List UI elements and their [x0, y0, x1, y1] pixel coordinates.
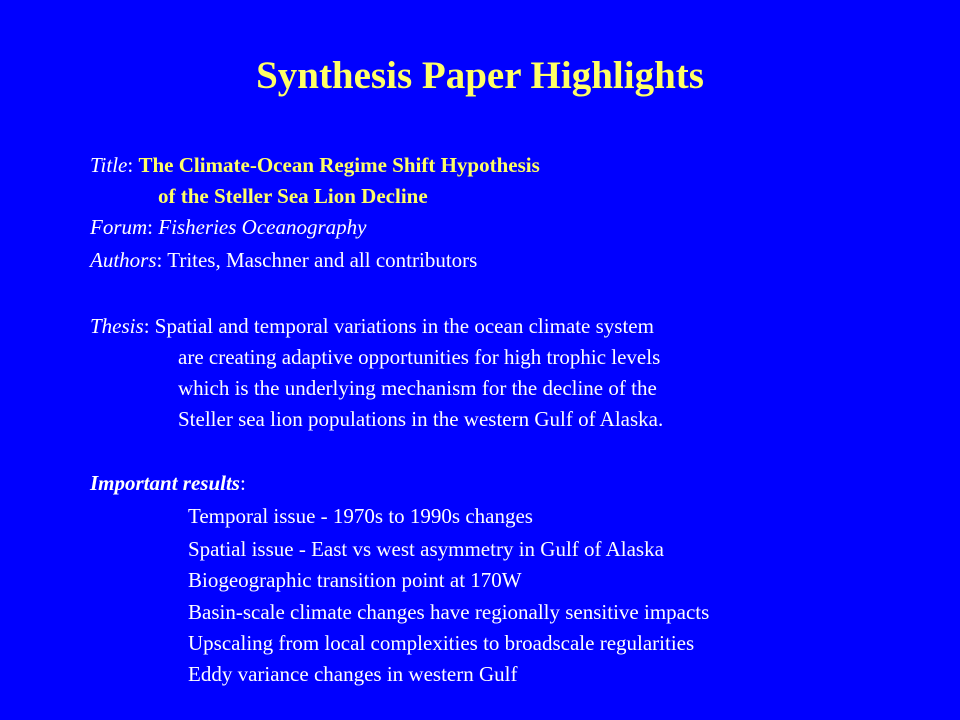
title-label: Title — [90, 153, 128, 177]
result-item: Spatial issue - East vs west asymmetry in Gulf of Alaska — [188, 537, 664, 561]
result-item: Basin-scale climate changes have regionally sensitive impacts — [188, 600, 710, 624]
forum-value: Fisheries Oceanography — [158, 215, 367, 239]
thesis-line-1: Thesis: Spatial and temporal variations in the ocean climate system — [90, 314, 654, 338]
result-item: Biogeographic transition point at 170W — [188, 568, 522, 592]
results-label: Important results — [90, 471, 240, 495]
title-line-1: Title: The Climate-Ocean Regime Shift Hypothesis — [90, 153, 540, 177]
results-heading: Important results: — [90, 471, 246, 495]
slide-title: Synthesis Paper Highlights — [256, 54, 704, 97]
result-item: Temporal issue - 1970s to 1990s changes — [188, 504, 533, 528]
result-item: Eddy variance changes in western Gulf — [188, 662, 518, 686]
authors-label: Authors — [90, 248, 157, 272]
thesis-line-3: which is the underlying mechanism for the decline of the — [178, 376, 657, 400]
paper-title-line-2: of the Steller Sea Lion Decline — [158, 184, 428, 208]
forum-line: Forum: Fisheries Oceanography — [90, 215, 367, 239]
thesis-text-1: Spatial and temporal variations in the ocean climate system — [154, 314, 654, 338]
authors-line: Authors: Trites, Maschner and all contributors — [90, 248, 478, 272]
forum-label: Forum — [90, 215, 148, 239]
thesis-label: Thesis — [90, 314, 144, 338]
title-line-2 — [158, 181, 428, 211]
paper-title-line-1: The Climate-Ocean Regime Shift Hypothesis — [138, 153, 540, 177]
thesis-line-2: are creating adaptive opportunities for high trophic levels — [178, 345, 661, 369]
authors-value: Trites, Maschner and all contributors — [167, 248, 478, 272]
result-item: Upscaling from local complexities to broadscale regularities — [188, 631, 695, 655]
thesis-line-4: Steller sea lion populations in the western Gulf of Alaska. — [178, 407, 664, 431]
